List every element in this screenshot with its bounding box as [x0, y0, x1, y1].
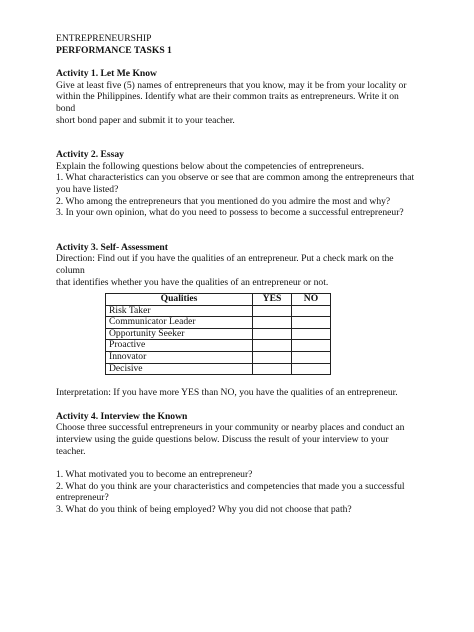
- interpretation-text: Interpretation: If you have more YES than NO, you have the qualities of an entrepreneur.: [56, 387, 398, 399]
- subject-heading: ENTREPRENEURSHIP: [56, 33, 152, 44]
- quality-cell: Proactive: [106, 340, 253, 352]
- activity-1-section: [56, 68, 420, 126]
- activity-1-line: Give at least five (5) names of entrepreneurs that you know, may it be from your locality or: [56, 79, 407, 91]
- table-row: [106, 340, 331, 352]
- yes-check-cell[interactable]: [253, 363, 292, 375]
- document-page: [56, 33, 420, 516]
- activity-2-line: 2. Who among the entrepreneurs that you mentioned do you admire the most and why?: [56, 195, 391, 207]
- interview-question: 1. What motivated you to become an entrepreneur?: [56, 469, 253, 481]
- interview-question: 2. What do you think are your characteristics and competencies that made you a successful: [56, 480, 405, 492]
- activity-1-line: within the Philippines. Identify what are their common traits as entrepreneurs. Write it on bond: [56, 91, 399, 114]
- column-header-qualities: Qualities: [106, 294, 253, 306]
- activity-2-title: Activity 2. Essay: [56, 149, 124, 161]
- activity-3-line: Direction: Find out if you have the qualities of an entrepreneur. Put a check mark on the column: [56, 253, 394, 276]
- activity-2-line: you have listed?: [56, 183, 119, 195]
- no-check-cell[interactable]: [292, 305, 331, 317]
- quality-cell: Communicator Leader: [106, 317, 253, 329]
- column-header-no: NO: [292, 294, 331, 306]
- table-row: [106, 352, 331, 364]
- no-check-cell[interactable]: [292, 328, 331, 340]
- activity-2-line: Explain the following questions below about the competencies of entrepreneurs.: [56, 160, 364, 172]
- quality-cell: Decisive: [106, 363, 253, 375]
- activity-3-title: Activity 3. Self- Assessment: [56, 241, 168, 253]
- activity-4-line: interview using the guide questions below. Discuss the result of your interview to your teacher.: [56, 434, 389, 457]
- table-row: [106, 328, 331, 340]
- yes-check-cell[interactable]: [253, 305, 292, 317]
- activity-3-section: [56, 242, 420, 399]
- activity-2-line: 1. What characteristics can you observe or see that are common among the entrepreneurs that: [56, 172, 415, 184]
- activity-2-section: [56, 149, 420, 219]
- table-row: [106, 317, 331, 329]
- no-check-cell[interactable]: [292, 352, 331, 364]
- column-header-yes: YES: [253, 294, 292, 306]
- activity-1-line: short bond paper and submit it to your teacher.: [56, 114, 235, 126]
- activity-2-line: 3. In your own opinion, what do you need to possess to become a successful entrepreneur?: [56, 207, 404, 219]
- no-check-cell[interactable]: [292, 363, 331, 375]
- yes-check-cell[interactable]: [253, 317, 292, 329]
- activity-3-line: that identifies whether you have the qualities of an entrepreneur or not.: [56, 276, 329, 288]
- activity-4-section: [56, 411, 420, 516]
- table-row: [106, 363, 331, 375]
- interview-question: entrepreneur?: [56, 492, 109, 504]
- no-check-cell[interactable]: [292, 317, 331, 329]
- interview-question: 3. What do you think of being employed? Why you did not choose that path?: [56, 504, 352, 515]
- yes-check-cell[interactable]: [253, 352, 292, 364]
- yes-check-cell[interactable]: [253, 340, 292, 352]
- qualities-table: [105, 293, 331, 375]
- table-row: [106, 305, 331, 317]
- quality-cell: Risk Taker: [106, 305, 253, 317]
- quality-cell: Innovator: [106, 352, 253, 364]
- activity-1-title: Activity 1. Let Me Know: [56, 68, 157, 80]
- no-check-cell[interactable]: [292, 340, 331, 352]
- document-title: PERFORMANCE TASKS 1: [56, 44, 172, 56]
- activity-4-title: Activity 4. Interview the Known: [56, 410, 188, 422]
- quality-cell: Opportunity Seeker: [106, 328, 253, 340]
- table-header-row: [106, 294, 331, 306]
- activity-4-line: Choose three successful entrepreneurs in your community or nearby places and conduct an: [56, 422, 405, 434]
- yes-check-cell[interactable]: [253, 328, 292, 340]
